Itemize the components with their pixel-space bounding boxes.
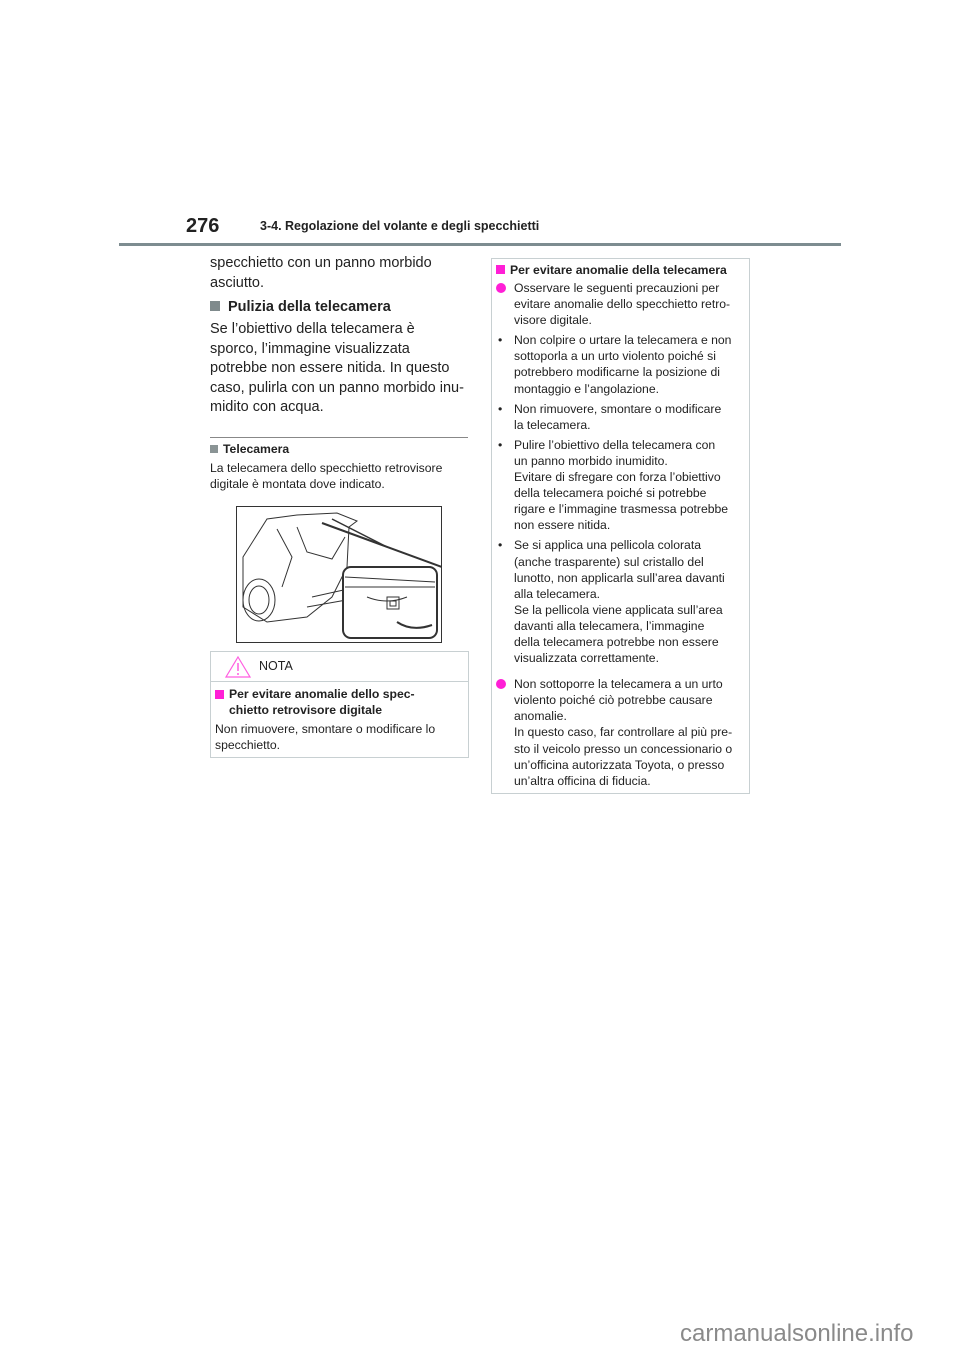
square-bullet-icon — [210, 301, 220, 311]
pink-dot-icon — [496, 679, 506, 689]
caution-heading — [496, 263, 745, 277]
notice-label: NOTA — [259, 659, 293, 673]
notice-header — [211, 652, 468, 682]
list-item — [496, 437, 745, 534]
bullet-icon: • — [498, 401, 503, 416]
bullet-icon: • — [498, 437, 503, 452]
bullet-icon: • — [498, 538, 503, 553]
list-item-text: Non sottoporre la telecamera a un urto violento poiché ciò potrebbe causare anomalie. In questo caso, far controllare al più pre- sto il veicolo presso un concessionario o un’officina autorizzata Toyota, o presso un’altra officina di fiducia. — [514, 677, 733, 788]
notice-heading — [211, 682, 468, 718]
intro-text: specchietto con un panno morbido asciutto. — [210, 255, 432, 291]
pink-square-icon — [496, 265, 505, 274]
car-rear-icon — [237, 507, 441, 642]
list-item — [496, 401, 745, 433]
camera-heading-text: Telecamera — [223, 442, 290, 456]
caution-heading-text: Per evitare anomalie della telecamera — [510, 263, 727, 277]
list-item — [496, 676, 745, 789]
camera-heading — [210, 442, 289, 456]
caution-box — [491, 258, 750, 794]
warning-triangle-icon — [225, 656, 251, 678]
page-number: 276 — [186, 215, 220, 237]
square-bullet-icon — [210, 445, 218, 453]
list-item — [496, 280, 745, 328]
pink-dot-icon — [496, 283, 506, 293]
list-item — [496, 537, 745, 666]
divider — [210, 437, 468, 438]
notice-heading-text: Per evitare anomalie dello spec- chietto retrovisore digitale — [229, 687, 415, 717]
list-item-text: Non rimuovere, smontare o modificare la telecamera. — [514, 401, 722, 432]
watermark: carmanualsonline.info — [680, 1320, 914, 1347]
camera-location-illustration — [236, 506, 442, 643]
section-title: 3-4. Regolazione del volante e degli specchietti — [260, 219, 540, 233]
bullet-icon: • — [498, 333, 503, 348]
cleaning-heading-text: Pulizia della telecamera — [228, 299, 391, 315]
list-item-text: Se si applica una pellicola colorata (anche trasparente) sul cristallo del lunotto, non applicarla sull’area davanti alla telecamera. Se la pellicola viene applicata sull’area davanti alla telecamera, l’immagine della telecamera potrebbe non essere visualizzata correttamente. — [514, 538, 725, 666]
list-item-text: Non colpire o urtare la telecamera e non sottoporla a un urto violento poiché si potrebbero modificarne la posizione di montaggio e l’angolazione. — [514, 333, 732, 396]
cleaning-heading — [210, 299, 391, 315]
caution-list — [496, 280, 745, 789]
list-item-text: Pulire l’obiettivo della telecamera con un panno morbido inumidito. Evitare di sfregare con forza l’obiettivo della telecamera poiché si potrebbe rigare e l’immagine trasmessa potrebbe non essere nitida. — [514, 437, 729, 533]
list-item — [496, 332, 745, 396]
notice-box — [210, 651, 469, 758]
camera-text: La telecamera dello specchietto retrovisore digitale è montata dove indicato. — [210, 461, 443, 492]
list-item-text: Osservare le seguenti precauzioni per evitare anomalie dello specchietto retro- visore digitale. — [514, 281, 731, 328]
pink-square-icon — [215, 690, 224, 699]
notice-text: Non rimuovere, smontare o modificare lo specchietto. — [215, 722, 436, 753]
header-rule — [119, 243, 841, 246]
cleaning-text: Se l’obiettivo della telecamera è sporco, l’immagine visualizzata potrebbe non essere nitida. In questo caso, pulirla con un panno morbido inu- midito con acqua. — [210, 321, 464, 416]
